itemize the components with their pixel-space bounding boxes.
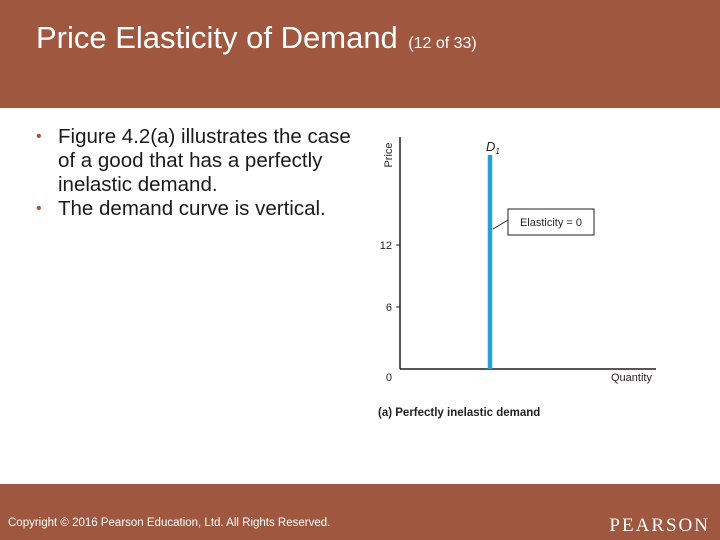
annotation-leader-line	[493, 220, 508, 229]
curve-label-letter: D	[486, 139, 496, 154]
x-axis-label: Quantity	[611, 372, 652, 384]
bullet-item	[36, 125, 356, 197]
y-tick-label: 12	[379, 240, 392, 252]
title-bar	[0, 0, 720, 108]
annotation-text: Elasticity = 0	[519, 217, 583, 229]
bullet-text: The demand curve is vertical.	[58, 197, 326, 220]
copyright-text: Copyright © 2016 Pearson Education, Ltd. All Rights Reserved.	[8, 517, 331, 529]
bullet-icon: •	[36, 200, 42, 217]
title-main: Price Elasticity of Demand	[36, 20, 398, 55]
title-slide-counter: (12 of 33)	[408, 35, 477, 52]
pearson-logo: PEARSON	[609, 515, 710, 536]
footer-bar	[0, 484, 720, 540]
y-tick-label: 6	[385, 302, 392, 314]
bullet-list	[36, 125, 356, 221]
curve-label-subscript: 1	[495, 147, 500, 156]
figure-caption: (a) Perfectly inelastic demand	[378, 407, 541, 419]
bullet-item	[36, 197, 356, 221]
bullet-icon: •	[36, 128, 42, 145]
curve-label	[486, 139, 500, 156]
y-tick-label: 0	[385, 372, 392, 384]
demand-figure	[360, 125, 680, 425]
bullet-text: Figure 4.2(a) illustrates the case of a good that has a perfectly inelastic demand.	[58, 125, 351, 196]
slide-title	[36, 20, 477, 56]
y-axis-label: Price	[383, 142, 395, 168]
